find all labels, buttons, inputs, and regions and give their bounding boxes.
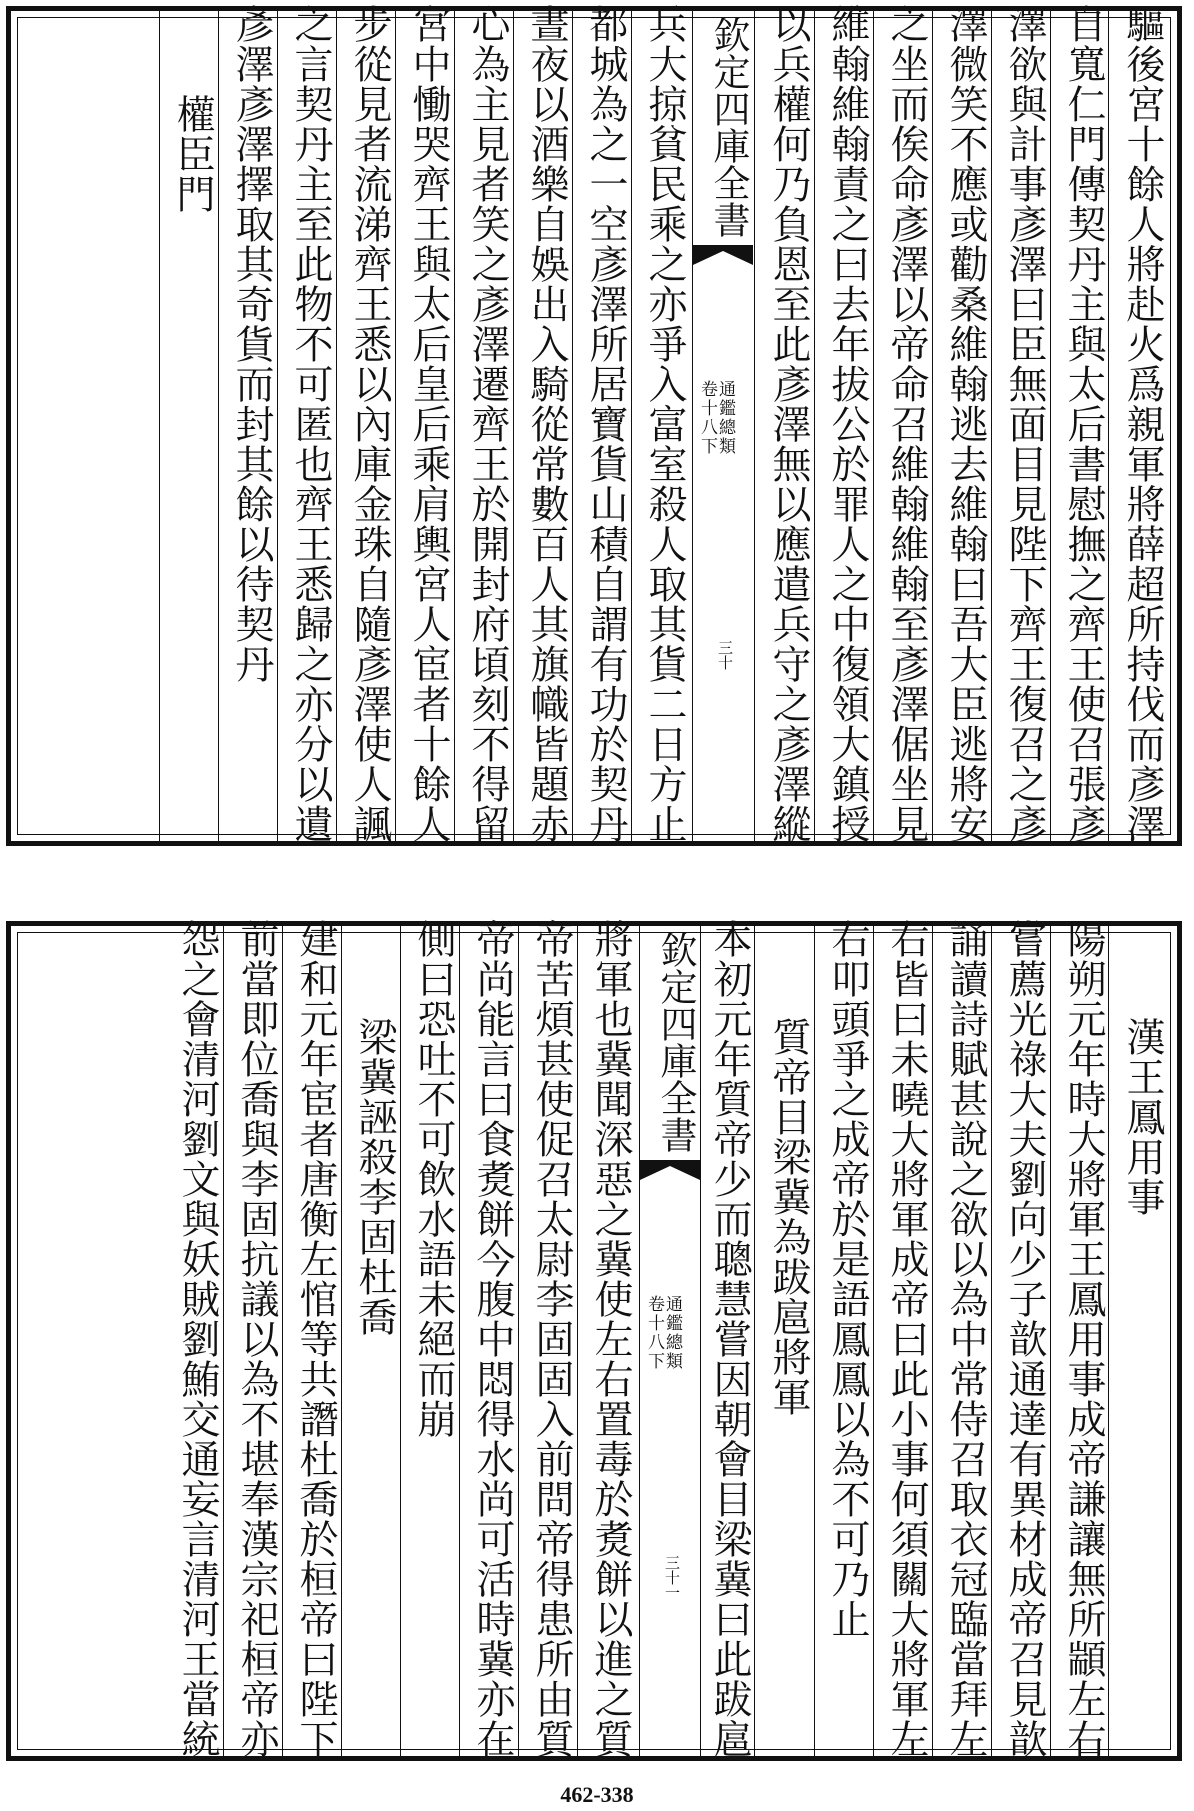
footer-page-id: 462-338 [560, 1782, 634, 1807]
text-column: 嘗薦光祿大夫劉向少子歆通達有異材成帝召見歆 [1002, 919, 1047, 1759]
text-column: 前當即位喬與李固抗議以為不堪奉漢宗祀桓帝亦 [234, 919, 279, 1759]
text-column: 澤微笑不應或勸桑維翰逃去維翰曰吾大臣逃將安 [943, 4, 988, 844]
text-column: 之言契丹主至此物不可匿也齊王悉歸之亦分以遺 [288, 4, 333, 844]
text-column: 以兵權何乃負恩至此彥澤無以應遣兵守之彥澤縱 [766, 4, 811, 844]
book-title: 通鑑總類 [662, 1295, 682, 1371]
page-number: 三十 [716, 640, 734, 670]
text-column: 怨之會清河劉文與妖賊劉鮪交通妄言清河王當統 [175, 919, 220, 1759]
text-column: 之坐而俟命彥澤以帝命召維翰維翰至彥澤倨坐見 [884, 4, 929, 844]
book-title: 通鑑總類 [715, 380, 735, 456]
section-heading: 權臣門 [170, 94, 215, 214]
text-column: 自寬仁門傳契丹主與太后書慰撫之齊王使召張彥 [1061, 4, 1106, 844]
text-column: 澤欲與計事彥澤曰臣無面目見陛下齊王復召之彥 [1002, 4, 1047, 844]
section-heading: 質帝目梁冀為跋扈將軍 [766, 1017, 811, 1417]
bottom-page [0, 915, 1194, 1775]
text-column: 宮中慟哭齊王與太后皇后乘肩輿宮人宦者十餘人 [406, 4, 451, 844]
section-heading: 梁冀誣殺李固杜喬 [352, 1017, 397, 1337]
top-page [0, 0, 1194, 860]
section-heading: 漢王鳳用事 [1120, 1017, 1165, 1217]
text-column: 晝夜以酒樂自娛出入騎從常數百人其旗幟皆題赤 [524, 4, 569, 844]
text-column: 本初元年質帝少而聰慧嘗因朝會目梁冀曰此跋扈 [707, 919, 752, 1759]
text-column: 維翰維翰責之曰去年拔公於罪人之中復領大鎮授 [825, 4, 870, 844]
text-column: 都城為之一空彥澤所居寶貨山積自謂有功於契丹 [583, 4, 628, 844]
volume-label: 卷十八下 [697, 380, 717, 456]
text-column: 側曰恐吐不可飲水語未絕而崩 [411, 919, 456, 1439]
text-column: 步從見者流涕齊王悉以內庫金珠自隨彥澤使人諷 [347, 4, 392, 844]
text-column: 陽朔元年時大將軍王鳳用事成帝謙讓無所顓左右 [1061, 919, 1106, 1759]
fish-tail-icon [693, 245, 753, 265]
page-number: 三十一 [663, 1555, 681, 1600]
text-column: 右皆曰未曉大將軍成帝曰此小事何須關大將軍左 [884, 919, 929, 1759]
text-column: 建和元年宦者唐衡左悺等共譖杜喬於桓帝曰陛下 [293, 919, 338, 1759]
text-column: 誦讀詩賦甚說之欲以為中常侍召取衣冠臨當拜左 [943, 919, 988, 1759]
text-column: 驅後宮十餘人將赴火爲親軍將薛超所持伐而彥澤 [1120, 4, 1165, 844]
volume-label: 卷十八下 [644, 1295, 664, 1371]
collection-title: 欽定四庫全書 [707, 16, 750, 238]
center-spine [640, 925, 700, 1761]
text-column: 右叩頭爭之成帝於是語鳳鳳以為不可乃止 [825, 919, 870, 1639]
text-column: 彥澤彥澤擇取其奇貨而封其餘以待契丹 [229, 4, 274, 684]
collection-title: 欽定四庫全書 [654, 931, 697, 1153]
text-column: 帝尚能言曰食煑餅今腹中悶得水尚可活時冀亦在 [470, 919, 515, 1759]
center-spine [693, 10, 753, 846]
text-column: 心為主見者笑之彥澤遷齊王於開封府頃刻不得留 [465, 4, 510, 844]
text-column: 帝苦煩甚使促召太尉李固固入前問帝得患所由質 [529, 919, 574, 1759]
text-column: 兵大掠貧民乘之亦爭入富室殺人取其貨二日方止 [642, 4, 687, 844]
fish-tail-icon [640, 1160, 700, 1180]
text-column: 將軍也冀聞深惡之冀使左右置毒於煑餅以進之質 [588, 919, 633, 1759]
